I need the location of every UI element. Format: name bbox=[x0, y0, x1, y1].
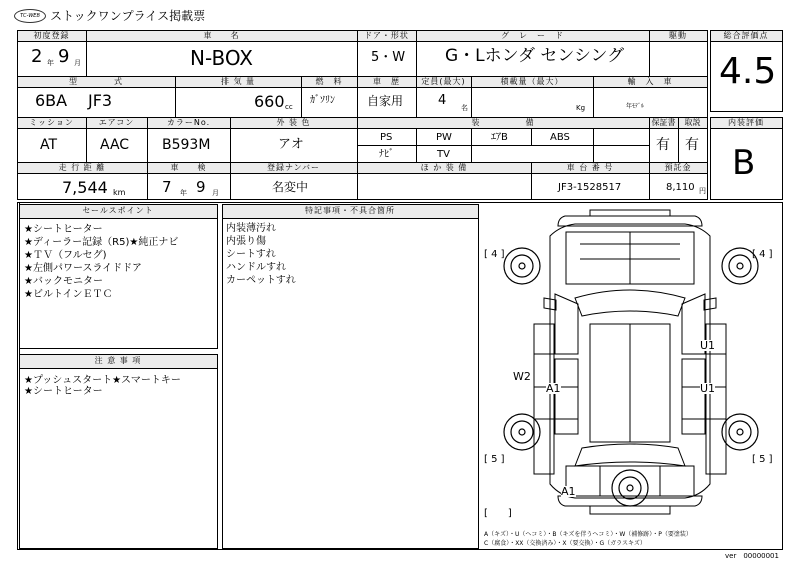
label-manual: 取説 bbox=[684, 118, 701, 127]
label-mission: ミッション bbox=[29, 118, 74, 127]
chassis-value: JF3-1528517 bbox=[558, 182, 622, 193]
mission-value: AT bbox=[40, 137, 58, 153]
list-item: ★シートヒーター bbox=[24, 224, 103, 235]
reg-month-unit: 月 bbox=[74, 59, 81, 67]
capacity-unit: 名 bbox=[461, 104, 468, 112]
car-condition-diagram bbox=[480, 204, 782, 534]
label-drive: 駆動 bbox=[669, 31, 687, 40]
list-item: カーペットすれ bbox=[226, 275, 296, 286]
label-aircon: エアコン bbox=[98, 118, 135, 127]
label-reg-number: 登録ナンバー bbox=[266, 163, 321, 172]
list-item: ★左側パワースライドドア bbox=[24, 263, 142, 274]
label-mileage: 走 行 距 離 bbox=[58, 163, 106, 172]
equip-airbag: ｴｱB bbox=[491, 132, 508, 143]
list-item: 内装薄汚れ bbox=[226, 223, 276, 234]
damage-mark-w2: W2 bbox=[513, 370, 531, 383]
deposit-unit: 円 bbox=[699, 187, 706, 195]
aircon-value: AAC bbox=[100, 137, 130, 153]
reg-month: 9 bbox=[58, 46, 70, 67]
sales-points-header: セールスポイント bbox=[82, 206, 154, 215]
door-shape-value: 5・W bbox=[371, 50, 406, 65]
damage-mark-u1-lower: U1 bbox=[700, 382, 716, 395]
label-model: 型 式 bbox=[69, 77, 123, 86]
remarks-list bbox=[226, 222, 296, 287]
mileage-value: 7,544 bbox=[62, 178, 108, 197]
fuel-value: ｶﾞｿﾘﾝ bbox=[310, 95, 335, 106]
model-prefix-value: 6BA bbox=[35, 91, 68, 110]
label-warranty: 保証書 bbox=[651, 118, 676, 127]
tire-front-right-bracket: [ 4 ] bbox=[752, 249, 773, 260]
color-no-value: B593M bbox=[162, 137, 211, 153]
list-item: シートすれ bbox=[226, 249, 276, 260]
equip-navi: ﾅﾋﾞ bbox=[379, 149, 394, 160]
mileage-unit: km bbox=[113, 188, 126, 197]
label-history: 車 歴 bbox=[373, 77, 400, 86]
interior-score-value: B bbox=[732, 143, 756, 183]
page-title: ストックワンプライス掲載票 bbox=[50, 9, 206, 23]
label-load: 積載量（最大） bbox=[500, 77, 564, 86]
label-equipment: 装 備 bbox=[471, 118, 535, 127]
list-item: ★バックモニター bbox=[24, 276, 103, 287]
label-other-equipment: ほ か 装 備 bbox=[420, 163, 468, 172]
tire-front-left-bracket: [ 4 ] bbox=[484, 249, 505, 260]
manual-value: 有 bbox=[685, 137, 699, 153]
deposit-value: 8,110 bbox=[666, 182, 695, 193]
car-name-value: N-BOX bbox=[190, 46, 253, 70]
equip-pw: PW bbox=[436, 132, 452, 143]
remarks-header: 特記事項・不具合箇所 bbox=[305, 206, 395, 215]
insp-year: 7 bbox=[162, 178, 172, 196]
grade-value: G・Lホンダ センシング bbox=[445, 46, 625, 66]
load-unit: Kg bbox=[576, 104, 586, 112]
list-item: ★ディーラー記録（R5)★純正ナビ bbox=[24, 237, 179, 248]
list-item: ★プッシュスタート★スマートキー bbox=[24, 375, 181, 386]
tire-rear-left-bracket: [ 5 ] bbox=[484, 454, 505, 465]
reg-year: 2 bbox=[31, 46, 43, 67]
reg-year-unit: 年 bbox=[47, 59, 54, 67]
spare-tire-bracket: [ ] bbox=[484, 508, 512, 519]
label-first-reg: 初度登録 bbox=[33, 31, 70, 40]
list-item: 内張り傷 bbox=[226, 236, 266, 247]
damage-mark-a1: A1 bbox=[546, 382, 561, 395]
insp-year-unit: 年 bbox=[180, 189, 187, 197]
equip-ps: PS bbox=[380, 132, 393, 143]
label-capacity: 定員(最大) bbox=[421, 77, 466, 86]
label-displacement: 排 気 量 bbox=[220, 77, 256, 86]
model-year-unit: 年ﾓﾃﾞﾙ bbox=[626, 103, 645, 110]
displacement-unit: cc bbox=[285, 103, 293, 111]
label-car-name: 車 名 bbox=[203, 31, 240, 40]
warranty-value: 有 bbox=[656, 137, 670, 153]
overall-score-value: 4.5 bbox=[719, 51, 777, 92]
label-door-shape: ドア・形状 bbox=[364, 31, 409, 40]
legend-line-2: C（腐食）・XX（交換済み）・X（要交換）・G（ガラスキズ） bbox=[484, 540, 646, 547]
insp-month: 9 bbox=[196, 178, 206, 196]
tire-rear-right-bracket: [ 5 ] bbox=[752, 454, 773, 465]
insp-month-unit: 月 bbox=[212, 189, 219, 197]
damage-mark-u1-upper: U1 bbox=[700, 339, 716, 352]
notes-header: 注 意 事 項 bbox=[94, 356, 142, 365]
notes-list bbox=[24, 375, 181, 397]
list-item: ハンドルすれ bbox=[226, 262, 286, 273]
label-fuel: 燃 料 bbox=[315, 77, 343, 86]
capacity-value: 4 bbox=[438, 93, 447, 108]
label-interior-score: 内装評価 bbox=[728, 118, 764, 127]
legend-line-1: A（キズ）・U（ヘコミ）・B（キズを伴うヘコミ）・W（補修跡）・P（要塗装） bbox=[484, 531, 692, 538]
version-label: ver 00000001 bbox=[725, 552, 779, 560]
reg-number-value: 名変中 bbox=[272, 180, 309, 194]
logo-text: TC-WEB bbox=[20, 13, 40, 19]
history-value: 自家用 bbox=[367, 94, 404, 108]
damage-mark-a1-rear: A1 bbox=[561, 485, 576, 498]
label-overall-score: 総合評価点 bbox=[723, 31, 769, 40]
list-item: ★ビルトインＥＴＣ bbox=[24, 289, 113, 300]
label-inspection: 車 検 bbox=[170, 163, 207, 172]
sales-points-list bbox=[24, 223, 178, 301]
ext-color-value: アオ bbox=[278, 137, 304, 152]
label-deposit: 預託金 bbox=[664, 163, 692, 172]
equip-abs: ABS bbox=[550, 132, 570, 143]
label-import: 輸 入 車 bbox=[627, 77, 673, 86]
label-grade: グ レ ー ド bbox=[501, 31, 564, 40]
label-chassis: 車 台 番 号 bbox=[566, 163, 614, 172]
label-color-no: カラーNo. bbox=[166, 118, 211, 127]
model-value: JF3 bbox=[88, 91, 113, 110]
displacement-value: 660 bbox=[254, 92, 285, 111]
label-ext-color: 外 装 色 bbox=[276, 118, 311, 127]
equip-tv: TV bbox=[437, 149, 450, 160]
list-item: ★シートヒーター bbox=[24, 386, 103, 397]
list-item: ★ＴＶ（フルセグ) bbox=[24, 250, 107, 261]
